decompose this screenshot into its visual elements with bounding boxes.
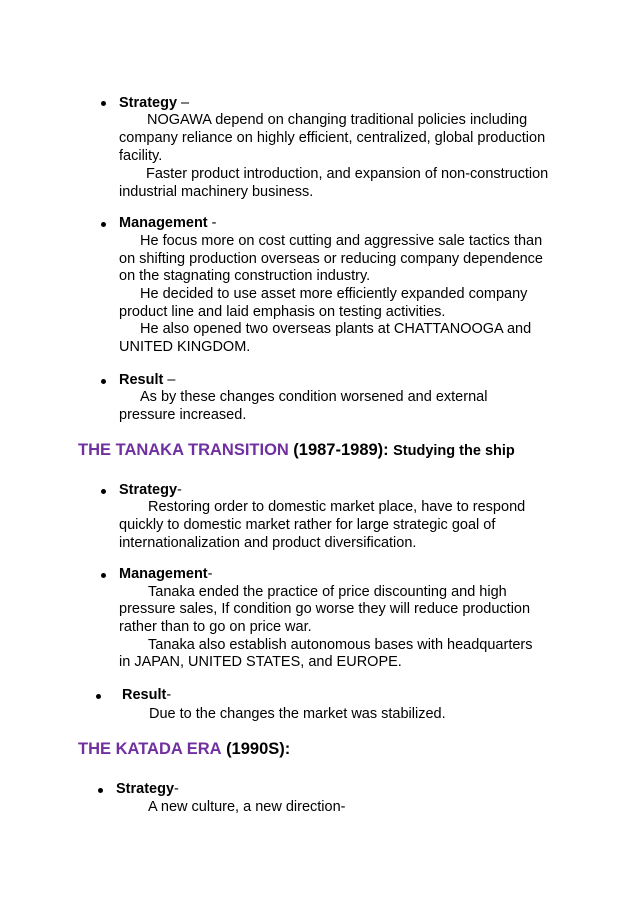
heading-accent: THE KATADA ERA — [78, 740, 222, 758]
bullet-text-line: He also opened two overseas plants at CHATTANOOGA and — [140, 321, 532, 337]
heading-years: (1990S): — [226, 740, 291, 758]
bullet-text-line: NOGAWA depend on changing traditional policies including — [147, 112, 528, 128]
bullet-text-line: quickly to domestic market rather for large strategic goal of — [119, 517, 496, 533]
bullet-dot-icon — [101, 101, 106, 106]
bullet-label: Management — [119, 215, 208, 231]
bullet-text-line: on shifting production overseas or reducing company dependence — [119, 251, 543, 267]
bullet-dot-icon — [96, 694, 101, 699]
bullet-separator: - — [207, 566, 213, 582]
bullet-separator: - — [207, 215, 217, 231]
bullet-separator: – — [177, 95, 190, 111]
bullet-label: Result — [119, 372, 164, 388]
bullet-text-line: Due to the changes the market was stabilized. — [149, 706, 446, 722]
bullet-separator: - — [177, 482, 182, 498]
bullet-separator: - — [166, 687, 172, 703]
bullet-text-line: Restoring order to domestic market place, have to respond — [148, 499, 526, 515]
section-heading-tanaka — [78, 439, 515, 462]
bullet-dot-icon — [101, 379, 106, 384]
bullet-text-line: pressure sales, If condition go worse they will reduce production — [119, 601, 531, 617]
bullet-label: Strategy — [119, 482, 178, 498]
bullet-text-line: rather than to go on price war. — [119, 619, 312, 635]
bullet-text-line: Tanaka ended the practice of price discounting and high — [148, 584, 507, 600]
bullet-separator: - — [174, 781, 179, 797]
bullet-label: Strategy — [119, 95, 178, 111]
bullet-separator: – — [163, 372, 176, 388]
bullet-text-line: pressure increased. — [119, 407, 247, 423]
bullet-dot-icon — [101, 489, 106, 494]
bullet-text-line: in JAPAN, UNITED STATES, and EUROPE. — [119, 654, 402, 670]
bullet-text-line: company reliance on highly efficient, centralized, global production — [119, 130, 546, 146]
heading-subtitle: Studying the ship — [393, 443, 515, 459]
bullet-text-line: internationalization and product diversification. — [119, 535, 417, 551]
bullet-text-line: As by these changes condition worsened and external — [140, 389, 488, 405]
heading-years: (1987-1989): — [293, 441, 389, 459]
bullet-text-line: He focus more on cost cutting and aggressive sale tactics than — [140, 233, 543, 249]
bullet-text-line: Faster product introduction, and expansion of non-construction — [146, 166, 549, 182]
heading-accent: THE TANAKA TRANSITION — [78, 441, 289, 459]
bullet-text-line: A new culture, a new direction- — [148, 799, 346, 815]
bullet-text-line: UNITED KINGDOM. — [119, 339, 251, 355]
bullet-dot-icon — [98, 788, 103, 793]
bullet-text-line: He decided to use asset more efficiently expanded company — [140, 286, 528, 302]
bullet-label: Management — [119, 566, 208, 582]
bullet-text-line: facility. — [119, 148, 163, 164]
bullet-text-line: on the stagnating construction industry. — [119, 268, 371, 284]
section-heading-katada — [78, 738, 290, 761]
bullet-dot-icon — [101, 222, 106, 227]
bullet-text-line: Tanaka also establish autonomous bases with headquarters — [148, 637, 533, 653]
bullet-label: Result — [122, 687, 167, 703]
bullet-label: Strategy — [116, 781, 175, 797]
bullet-text-line: industrial machinery business. — [119, 184, 314, 200]
bullet-dot-icon — [101, 573, 106, 578]
bullet-text-line: product line and laid emphasis on testing activities. — [119, 304, 446, 320]
